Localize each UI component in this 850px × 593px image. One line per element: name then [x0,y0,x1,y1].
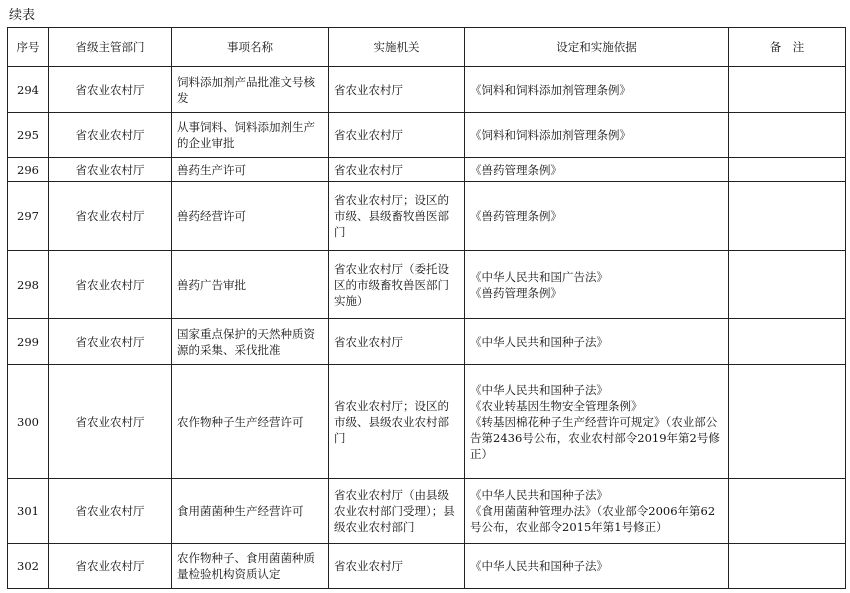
row-org: 省农业农村厅（委托设区的市级畜牧兽医部门实施） [329,251,465,319]
row-no: 302 [8,544,49,589]
items-table [7,27,846,589]
header-dept: 省级主管部门 [49,28,172,67]
row-basis [465,113,729,158]
basis-line: 《中华人民共和国种子法》 [470,334,608,349]
row-no: 298 [8,251,49,319]
row-no: 297 [8,182,49,251]
row-dept: 省农业农村厅 [49,319,172,365]
header-org: 实施机关 [329,28,465,67]
row-dept: 省农业农村厅 [49,113,172,158]
basis-line: 《兽药管理条例》 [470,285,562,300]
row-item: 农作物种子、食用菌菌种质量检验机构资质认定 [172,544,329,589]
row-org: 省农业农村厅（由县级农业农村部门受理）；县级农业农村部门 [329,479,465,544]
row-org: 省农业农村厅；设区的市级、县级畜牧兽医部门 [329,182,465,251]
header-note: 备 注 [729,28,846,67]
row-note [729,67,846,113]
row-item: 国家重点保护的天然种质资源的采集、采伐批准 [172,319,329,365]
row-item: 兽药生产许可 [172,158,329,182]
row-dept: 省农业农村厅 [49,67,172,113]
row-basis [465,182,729,251]
basis-line: 《中华人民共和国种子法》 [470,488,608,502]
row-dept: 省农业农村厅 [49,479,172,544]
basis-line: 《食用菌菌种管理办法》（农业部令2006年第62号公布，农业部令2015年第1号修正） [470,504,716,534]
row-dept: 省农业农村厅 [49,182,172,251]
row-basis [465,319,729,365]
table-row [8,544,846,589]
row-no: 296 [8,158,49,182]
table-row [8,113,846,158]
row-note [729,251,846,319]
header-item: 事项名称 [172,28,329,67]
table-caption: 续表 [9,8,36,23]
row-org: 省农业农村厅 [329,67,465,113]
row-item: 饲料添加剂产品批准文号核发 [172,67,329,113]
row-basis [465,251,729,319]
row-no: 301 [8,479,49,544]
row-basis [465,365,729,479]
row-note [729,158,846,182]
basis-line: 《兽药管理条例》 [470,209,562,223]
basis-line: 《农业转基因生物安全管理条例》 [470,398,643,413]
row-org: 省农业农村厅 [329,113,465,158]
row-note [729,319,846,365]
row-dept: 省农业农村厅 [49,365,172,479]
row-note [729,479,846,544]
row-org: 省农业农村厅 [329,319,465,365]
row-note [729,182,846,251]
table-row [8,67,846,113]
row-dept: 省农业农村厅 [49,251,172,319]
row-org: 省农业农村厅；设区的市级、县级农业农村部门 [329,365,465,479]
row-item: 农作物种子生产经营许可 [172,365,329,479]
row-dept: 省农业农村厅 [49,544,172,589]
row-item: 食用菌菌种生产经营许可 [172,479,329,544]
row-no: 294 [8,67,49,113]
row-item: 从事饲料、饲料添加剂生产的企业审批 [172,113,329,158]
basis-line: 《中华人民共和国种子法》 [470,559,608,573]
row-note [729,544,846,589]
table-row [8,479,846,544]
header-row [8,28,846,67]
basis-line: 《兽药管理条例》 [470,162,562,177]
header-basis: 设定和实施依据 [465,28,729,67]
basis-line: 《饲料和饲料添加剂管理条例》 [470,128,631,142]
row-item: 兽药广告审批 [172,251,329,319]
basis-line: 《转基因棉花种子生产经营许可规定》（农业部公告第2436号公布，农业农村部令2019年第2号修正） [470,414,720,461]
row-org: 省农业农村厅 [329,544,465,589]
row-dept: 省农业农村厅 [49,158,172,182]
row-no: 299 [8,319,49,365]
row-org: 省农业农村厅 [329,158,465,182]
table-row [8,158,846,182]
row-basis [465,67,729,113]
basis-line: 《中华人民共和国种子法》 [470,382,608,397]
table-row [8,182,846,251]
row-no: 300 [8,365,49,479]
row-item: 兽药经营许可 [172,182,329,251]
table-row [8,319,846,365]
row-basis [465,544,729,589]
row-note [729,365,846,479]
basis-line: 《饲料和饲料添加剂管理条例》 [470,82,631,97]
row-basis [465,479,729,544]
basis-line: 《中华人民共和国广告法》 [470,269,608,284]
table-row [8,251,846,319]
row-no: 295 [8,113,49,158]
row-note [729,113,846,158]
table-row [8,365,846,479]
row-basis [465,158,729,182]
header-no: 序号 [8,28,49,67]
